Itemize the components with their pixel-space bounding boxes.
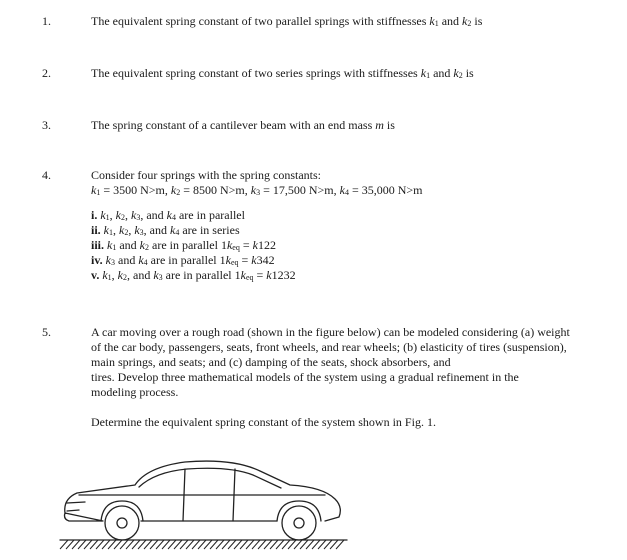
rear-wheel	[282, 506, 316, 540]
item-3-number: 3.	[42, 118, 51, 132]
item-4-constants: k1 = 3500 N>m, k2 = 8500 N>m, k3 = 17,500 N>m, k4 = 35,000 N>m	[91, 183, 423, 197]
item-1-number: 1.	[42, 14, 51, 28]
item-5-number: 5.	[42, 325, 51, 339]
item-4-part-v: v. k1, k2, and k3 are in parallel 1keq = k1232	[91, 268, 296, 282]
car-front-detail	[67, 502, 85, 503]
rear-wheel-hub	[294, 518, 304, 528]
item-4-part-ii: ii. k1, k2, k3, and k4 are in series	[91, 223, 240, 237]
item-2-text: The equivalent spring constant of two series springs with stiffnesses k1 and k2 is	[91, 66, 474, 80]
item-5-line-4: tires. Develop three mathematical models of the system using a gradual refinement in the	[91, 370, 519, 384]
item-5-determine: Determine the equivalent spring constant of the system shown in Fig. 1.	[91, 415, 436, 429]
item-4-intro: Consider four springs with the spring constants:	[91, 168, 321, 182]
item-4-part-i: i. k1, k2, k3, and k4 are in parallel	[91, 208, 245, 222]
item-5-line-3: main springs, and seats; and (c) damping of the seats, shock absorbers, and	[91, 355, 451, 369]
front-wheel-hub	[117, 518, 127, 528]
car-front-detail-2	[67, 510, 79, 511]
road-hatching	[60, 540, 344, 549]
item-5-line-2: of the car body, passengers, seats, front wheels, and rear wheels; (b) elasticity of tires (suspension),	[91, 340, 567, 354]
front-wheel	[105, 506, 139, 540]
item-4-part-iii: iii. k1 and k2 are in parallel 1keq = k122	[91, 238, 276, 252]
item-4-part-iv: iv. k3 and k4 are in parallel 1keq = k342	[91, 253, 275, 267]
item-5-line-5: modeling process.	[91, 385, 179, 399]
item-3-text: The spring constant of a cantilever beam with an end mass m is	[91, 118, 395, 132]
item-2-number: 2.	[42, 66, 51, 80]
car-figure	[55, 455, 355, 550]
item-4-number: 4.	[42, 168, 51, 182]
car-body	[65, 461, 341, 521]
item-1-text: The equivalent spring constant of two parallel springs with stiffnesses k1 and k2 is	[91, 14, 483, 28]
item-5-line-1: A car moving over a rough road (shown in the figure below) can be modeled considering (a) weight	[91, 325, 570, 339]
